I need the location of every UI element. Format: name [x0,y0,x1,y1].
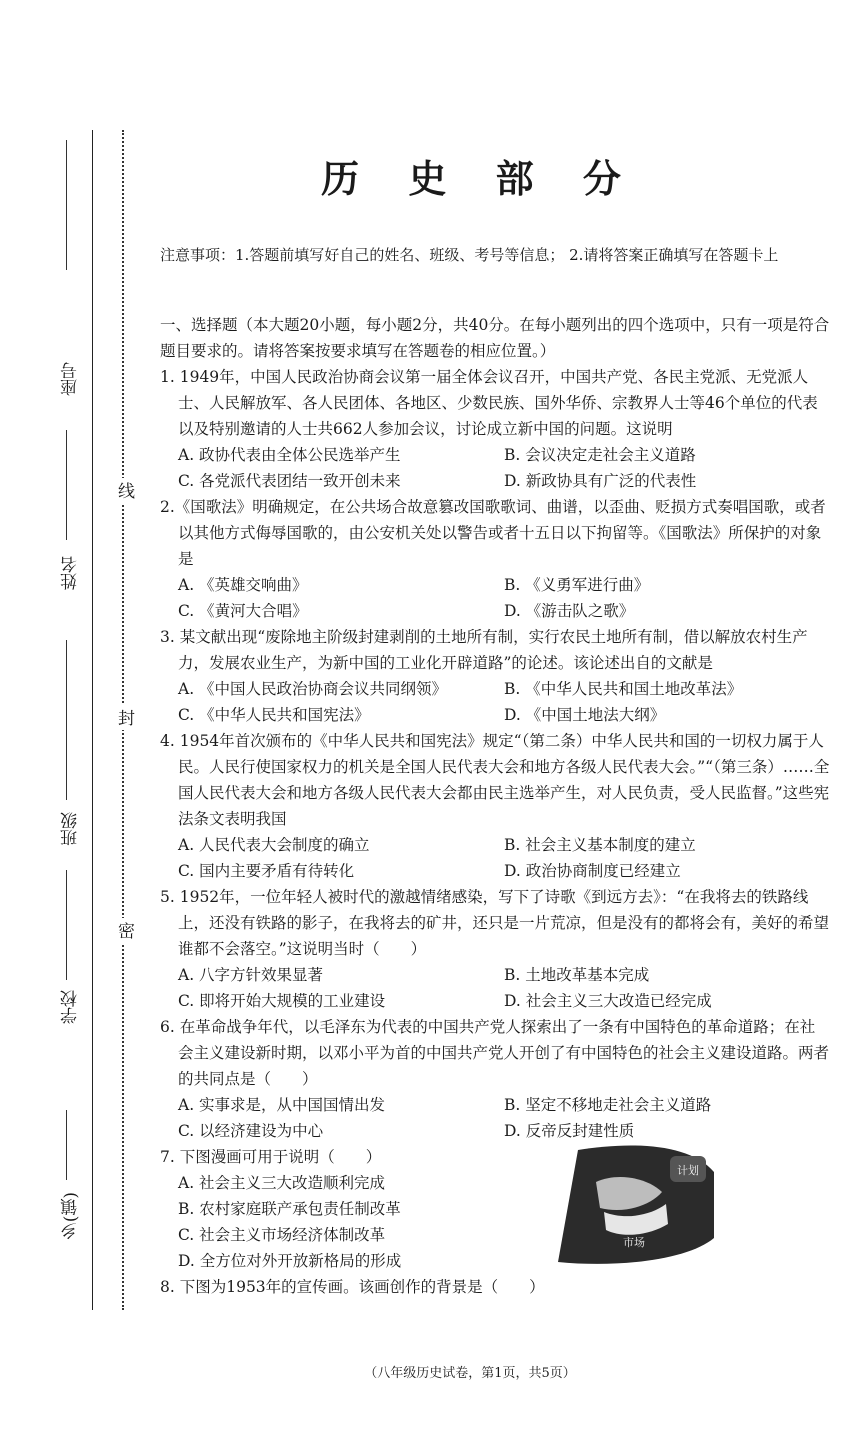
option-list [160,832,830,884]
option-list [160,676,830,728]
option-list [160,1170,830,1274]
option-a: A. 实事求是，从中国国情出发 [178,1096,386,1114]
option-a: A. 《中国人民政治协商会议共同纲领》 [178,680,448,698]
option-b: B. 社会主义基本制度的建立 [504,836,696,854]
question-7 [160,1144,830,1274]
question-5 [160,884,830,1014]
question-1 [160,364,830,494]
question-3 [160,624,830,728]
seat-label: 座号 [61,362,81,396]
cut-mark-feng: 封 [112,705,137,730]
question-6 [160,1014,830,1144]
option-d: D. 《游击队之歌》 [504,602,635,620]
cartoon-label-market: 市场 [623,1236,645,1249]
option-d: D. 全方位对外开放新格局的形成 [178,1252,402,1270]
class-label: 班级 [61,812,81,846]
option-c: C. 国内主要矛盾有待转化 [178,862,355,880]
town-label: 乡(镇) [61,1192,81,1240]
question-stem: 6. 在革命战争年代，以毛泽东为代表的中国共产党人探索出了一条有中国特色的革命道路；在社会主义建设新时期，以邓小平为首的中国共产党人开创了有中国特色的社会主义建设道路。两者的共同点是（ ） [160,1018,830,1088]
option-b: B. 农村家庭联产承包责任制改革 [178,1200,401,1218]
question-stem: 3. 某文献出现“废除地主阶级封建剥削的土地所有制，实行农民土地所有制，借以解放农村生产力，发展农业生产，为新中国的工业化开辟道路”的论述。该论述出自的文献是 [160,628,808,672]
question-stem: 4. 1954年首次颁布的《中华人民共和国宪法》规定“（第二条）中华人民共和国的一切权力属于人民。人民行使国家权力的机关是全国人民代表大会和地方各级人民代表大会。”“（第三条）……全国人民代表大会和地方各级人民代表大会都由民主选举产生，对人民负责，受人民监督。”这些宪法条文表明我国 [160,732,830,828]
option-d: D. 社会主义三大改造已经完成 [504,992,712,1010]
class-underline [66,640,67,800]
cartoon-label-plan: 计划 [677,1164,699,1177]
option-list [160,442,830,494]
option-list [160,1092,830,1144]
school-underline [66,870,67,980]
option-a: A. 社会主义三大改造顺利完成 [178,1174,386,1192]
question-stem: 8. 下图为1953年的宣传画。该画创作的背景是（ ） [160,1278,545,1296]
option-b: B. 会议决定走社会主义道路 [504,446,696,464]
question-2 [160,494,830,624]
name-label: 姓名 [61,556,81,590]
cut-mark-xian: 线 [112,478,137,503]
option-b: B. 《义勇军进行曲》 [504,576,650,594]
option-d: D. 反帝反封建性质 [504,1122,635,1140]
section-heading: 一、选择题（本大题20小题，每小题2分，共40分。在每小题列出的四个选项中，只有一项是符合题目要求的。请将答案按要求填写在答题卷的相应位置。） [160,316,830,360]
option-a: A. 人民代表大会制度的确立 [178,836,370,854]
option-d: D. 政治协商制度已经建立 [504,862,681,880]
question-stem: 1. 1949年，中国人民政治协商会议第一届全体会议召开，中国共产党、各民主党派、无党派人士、人民解放军、各人民团体、各地区、少数民族、国外华侨、宗教界人士等46个单位的代表以及特别邀请的人士共662人参加会议，讨论成立新中国的问题。这说明 [160,368,818,438]
option-c: C. 各党派代表团结一致开创未来 [178,472,401,490]
option-b: B. 《中华人民共和国土地改革法》 [504,680,743,698]
option-c: C. 《黄河大合唱》 [178,602,308,620]
option-a: A. 《英雄交响曲》 [178,576,308,594]
name-underline [66,430,67,540]
option-c: C. 《中华人民共和国宪法》 [178,706,370,724]
binding-margin [0,0,140,1451]
school-label: 学校 [61,990,81,1024]
option-c: C. 以经济建设为中心 [178,1122,324,1140]
option-c: C. 即将开始大规模的工业建设 [178,992,386,1010]
cartoon-image [538,1142,718,1270]
question-8 [160,1274,830,1300]
notice-text: 注意事项：1.答题前填写好自己的姓名、班级、考号等信息； 2.请将答案正确填写在答题卡上 [160,246,779,264]
option-b: B. 土地改革基本完成 [504,966,650,984]
binding-solid-line [92,130,93,1310]
question-stem: 2.《国歌法》明确规定，在公共场合故意篡改国歌歌词、曲谱，以歪曲、贬损方式奏唱国歌，或者以其他方式侮辱国歌的，由公安机关处以警告或者十五日以下拘留等。《国歌法》所保护的对象是 [160,498,826,568]
page-title: 历 史 部 分 [321,156,639,201]
question-section [160,312,830,1300]
option-list [160,962,830,1014]
cut-mark-mi: 密 [112,918,137,943]
town-underline [66,1110,67,1180]
option-b: B. 坚定不移地走社会主义道路 [504,1096,712,1114]
option-d: D. 新政协具有广泛的代表性 [504,472,697,490]
option-d: D. 《中国土地法大纲》 [504,706,666,724]
question-stem: 7. 下图漫画可用于说明（ ） [160,1148,382,1166]
option-a: A. 政协代表由全体公民选举产生 [178,446,401,464]
question-4 [160,728,830,884]
option-a: A. 八字方针效果显著 [178,966,324,984]
page-footer: （八年级历史试卷，第1页，共5页） [364,1366,576,1381]
option-c: C. 社会主义市场经济体制改革 [178,1226,386,1244]
question-stem: 5. 1952年，一位年轻人被时代的激越情绪感染，写下了诗歌《到远方去》：“在我将去的铁路线上，还没有铁路的影子，在我将去的矿井，还只是一片荒凉，但是没有的都将会有，美好的希望谁都不会落空。”这说明当时（ ） [160,888,830,958]
option-list [160,572,830,624]
